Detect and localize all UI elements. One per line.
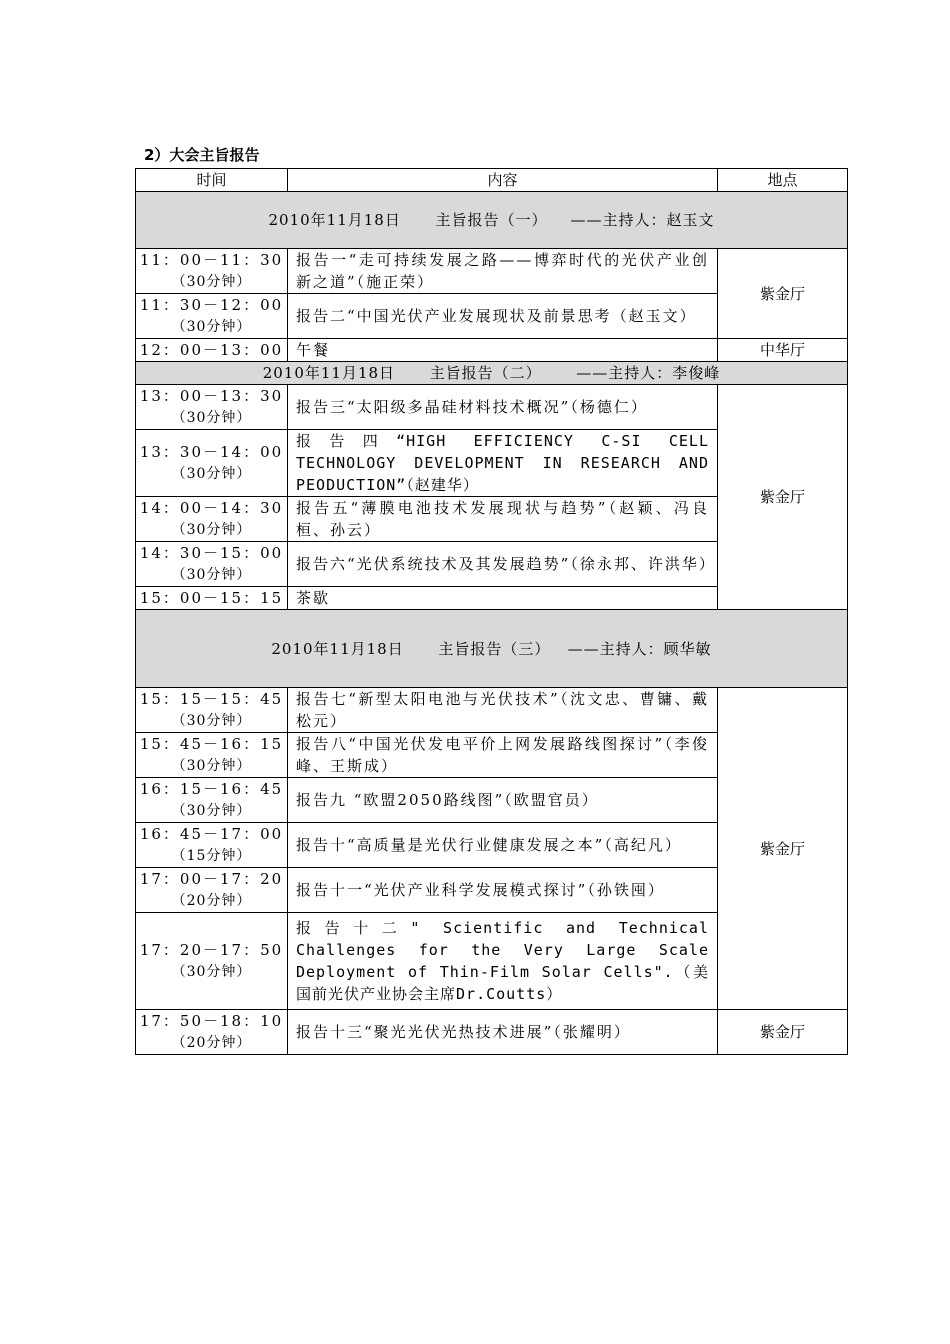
session-band-1 [136, 192, 848, 249]
table-row [136, 1010, 848, 1055]
row-content: 报告十三“聚光光伏光热技术进展”（张耀明） [296, 1023, 631, 1041]
row-time: 17：50－18：10 [139, 1012, 284, 1030]
row-content: 报告三“太阳级多晶硅材料技术概况”（杨德仁） [296, 398, 648, 416]
session-2-title: 2010年11月18日 主旨报告（二） ——主持人：李俊峰 [262, 364, 721, 382]
row-duration: （30分钟） [171, 466, 252, 482]
row-location: 紫金厅 [759, 839, 805, 858]
section-title: 2）大会主旨报告 [144, 146, 260, 164]
row-time: 15：15－15：45 [139, 690, 284, 708]
row-content: 报告四“HIGH EFFICIENCY C-SI CELL TECHNOLOGY DEVELOPMENT IN RESEARCH AND PEODUCTION”（赵建华） [296, 432, 709, 494]
row-content: 报告十“高质量是光伏行业健康发展之本”（高纪凡） [296, 836, 682, 854]
row-content: 报告八“中国光伏发电平价上网发展路线图探讨”（李俊峰、王斯成） [296, 735, 709, 775]
schedule-table [135, 168, 848, 1055]
row-duration: （20分钟） [171, 1035, 252, 1051]
row-time: 16：45－17：00 [139, 825, 284, 843]
table-row [136, 339, 848, 362]
row-time: 17：20－17：50 [139, 941, 284, 959]
session-3-title: 2010年11月18日 主旨报告（三） ——主持人：顾华敏 [271, 639, 712, 658]
row-duration: （30分钟） [171, 567, 252, 583]
row-content: 报告六“光伏系统技术及其发展趋势”（徐永邦、许洪华） [296, 555, 716, 573]
table-header-row [136, 169, 848, 192]
row-duration: （30分钟） [171, 713, 252, 729]
row-duration: （30分钟） [171, 522, 252, 538]
row-location: 中华厅 [759, 341, 805, 359]
row-duration: （30分钟） [171, 274, 252, 290]
row-location: 紫金厅 [759, 488, 805, 506]
row-duration: （30分钟） [171, 803, 252, 819]
row-duration: （20分钟） [171, 893, 252, 909]
table-row [136, 385, 848, 430]
row-time: 11：00－11：30 [139, 251, 284, 269]
row-duration: （30分钟） [171, 319, 252, 335]
row-time: 11：30－12：00 [139, 296, 284, 314]
session-1-title: 2010年11月18日 主旨报告（一） ——主持人：赵玉文 [268, 211, 715, 229]
row-duration: （30分钟） [171, 410, 252, 426]
table-row [136, 249, 848, 294]
row-time: 13：00－13：30 [139, 387, 284, 405]
row-time: 17：00－17：20 [139, 870, 284, 888]
row-duration: （30分钟） [171, 964, 252, 980]
row-content: 报告五“薄膜电池技术发展现状与趋势”（赵颖、冯良桓、孙云） [296, 499, 709, 539]
row-content: 报告十二" Scientific and Technical Challenges for the Very Large Scale Deployment of Thin-Film Solar Cells".（美国前光伏产业协会主席Dr.Coutts） [296, 919, 709, 1003]
row-time: 13：30－14：00 [139, 443, 284, 461]
row-duration: （30分钟） [171, 758, 252, 774]
row-content: 报告一“走可持续发展之路——博弈时代的光伏产业创新之道”（施正荣） [296, 251, 709, 291]
row-time: 16：15－16：45 [139, 780, 284, 798]
session-band-2 [136, 362, 848, 385]
row-time: 12：00－13：00 [139, 341, 284, 359]
header-location: 地点 [718, 169, 848, 192]
row-time: 15：00－15：15 [139, 589, 284, 607]
table-row [136, 688, 848, 733]
row-location: 紫金厅 [759, 284, 805, 303]
row-content: 报告二“中国光伏产业发展现状及前景思考（赵玉文） [296, 307, 697, 325]
row-time: 14：00－14：30 [139, 499, 284, 517]
row-content: 报告十一“光伏产业科学发展模式探讨”（孙铁囤） [296, 881, 665, 899]
row-location: 紫金厅 [759, 1023, 805, 1041]
header-content: 内容 [288, 169, 718, 192]
header-time: 时间 [136, 169, 288, 192]
session-band-3 [136, 610, 848, 688]
row-content: 报告七“新型太阳电池与光伏技术”（沈文忠、曹镛、戴松元） [296, 690, 709, 730]
row-content: 报告九 “欧盟2050路线图”（欧盟官员） [296, 791, 599, 809]
row-time: 15：45－16：15 [139, 735, 284, 753]
row-duration: （15分钟） [171, 848, 252, 864]
row-time: 14：30－15：00 [139, 544, 284, 562]
row-content: 午餐 [296, 341, 331, 359]
row-content: 茶歇 [296, 589, 331, 607]
